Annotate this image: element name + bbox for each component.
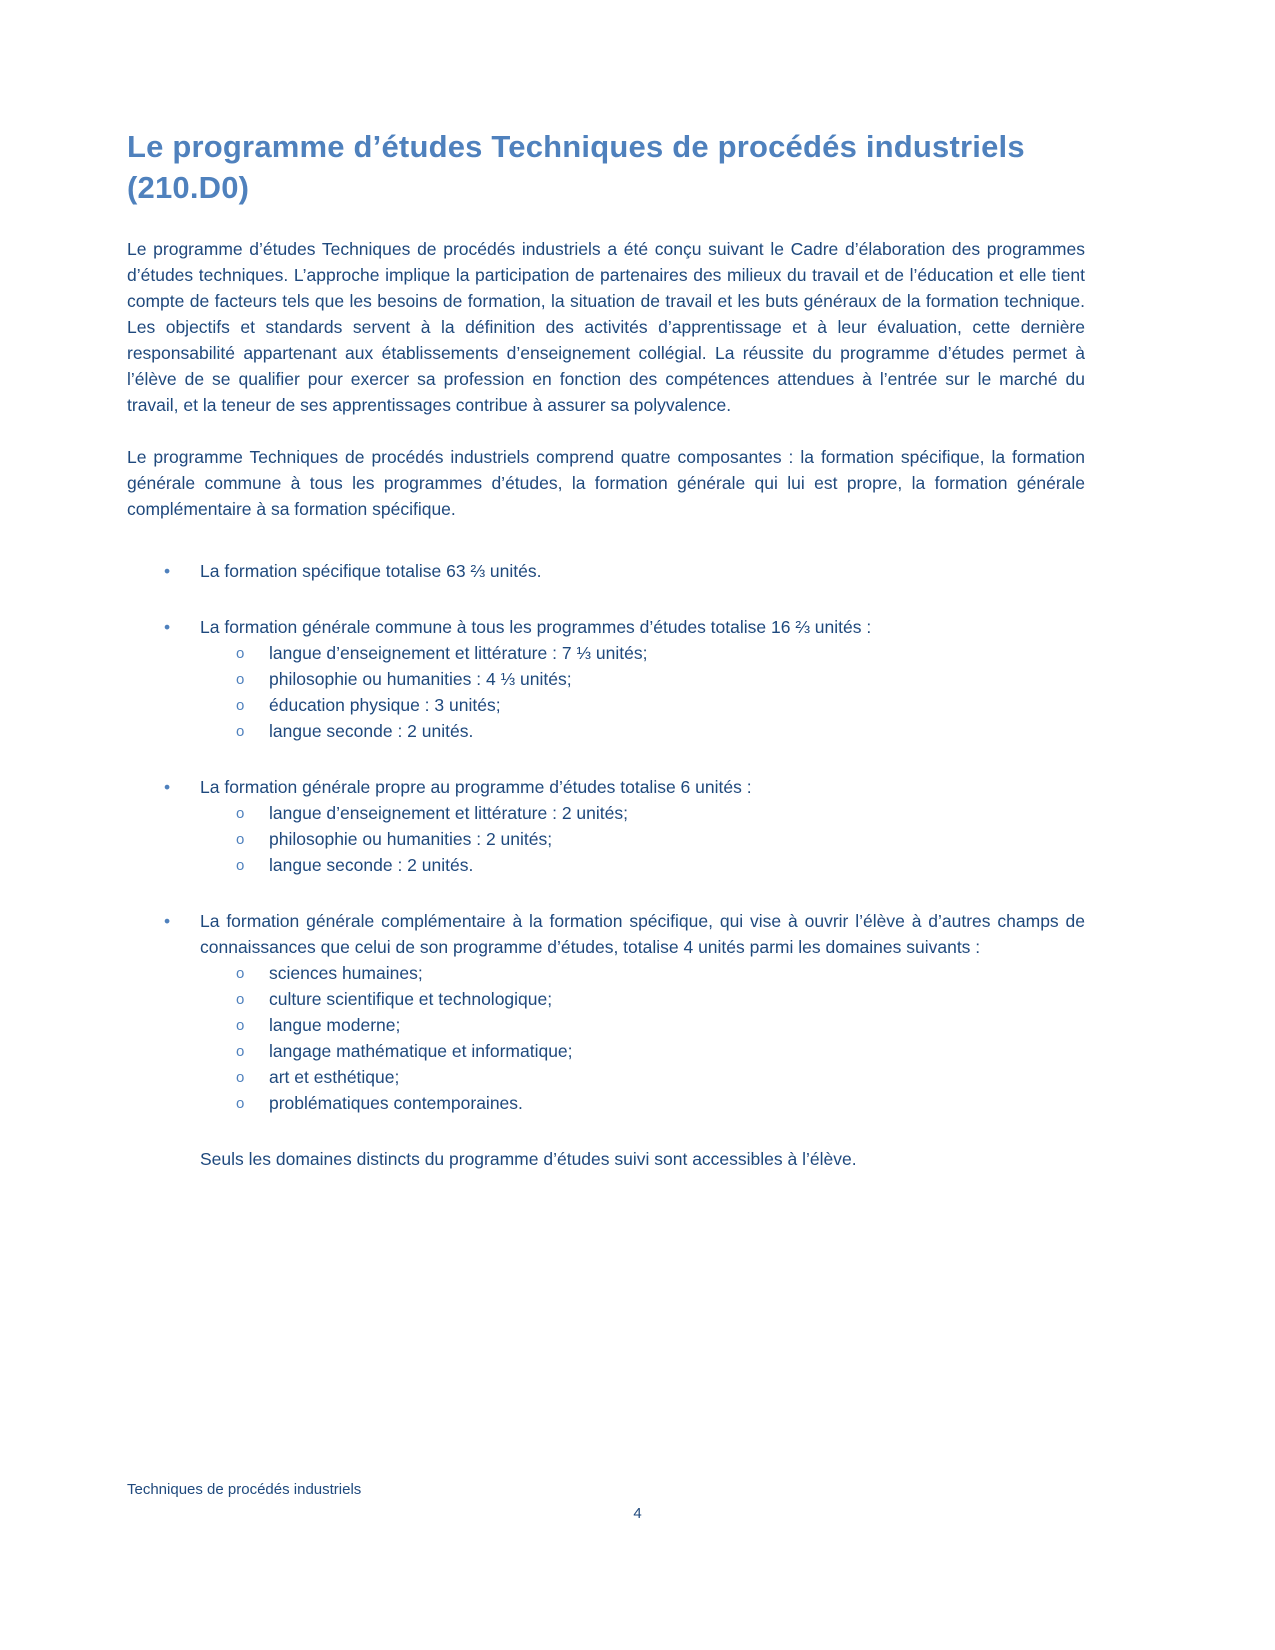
sub-bullet-text: philosophie ou humanities : 2 unités; bbox=[269, 829, 553, 849]
bullet-group-general-propre bbox=[127, 774, 1085, 878]
sub-bullet-item bbox=[127, 852, 1085, 878]
page-title: Le programme d’études Techniques de procédés industriels (210.D0) bbox=[127, 129, 1025, 205]
sub-bullet-item bbox=[127, 1038, 1085, 1064]
circle-bullet-icon bbox=[236, 827, 244, 853]
bullet-text: La formation spécifique totalise 63 ⅔ unités. bbox=[200, 561, 542, 581]
bullet-group-complementaire bbox=[127, 908, 1085, 1116]
sub-bullet-text: langue seconde : 2 unités. bbox=[269, 855, 474, 875]
sub-bullet-text: langue moderne; bbox=[269, 1015, 401, 1035]
bullet-item bbox=[127, 614, 1085, 640]
circle-bullet-icon bbox=[236, 1091, 244, 1117]
circle-bullet-icon bbox=[236, 1039, 244, 1065]
paragraph-components: Le programme Techniques de procédés industriels comprend quatre composantes : la formation spécifique, la formation générale commune à tous les programmes d’études, la formation générale qui lui est propre, la formation générale complémentaire à sa formation spécifique. bbox=[127, 447, 1085, 519]
sub-bullet-item bbox=[127, 1064, 1085, 1090]
sub-bullet-item bbox=[127, 1012, 1085, 1038]
sub-bullet-text: sciences humaines; bbox=[269, 963, 423, 983]
sub-bullet-text: langue d’enseignement et littérature : 2 unités; bbox=[269, 803, 628, 823]
page-number: 4 bbox=[633, 1505, 642, 1522]
sub-bullet-item bbox=[127, 1090, 1085, 1116]
sub-bullet-item bbox=[127, 986, 1085, 1012]
bullet-group-specific bbox=[127, 558, 1085, 584]
sub-bullet-text: langue seconde : 2 unités. bbox=[269, 721, 474, 741]
circle-bullet-icon bbox=[236, 853, 244, 879]
circle-bullet-icon bbox=[236, 987, 244, 1013]
bullet-item bbox=[127, 908, 1085, 960]
bullet-group-general-common bbox=[127, 614, 1085, 744]
sub-bullet-text: philosophie ou humanities : 4 ⅓ unités; bbox=[269, 669, 572, 689]
bullet-item bbox=[127, 774, 1085, 800]
circle-bullet-icon bbox=[236, 641, 244, 667]
bullet-dot-icon bbox=[164, 614, 170, 640]
circle-bullet-icon bbox=[236, 1065, 244, 1091]
circle-bullet-icon bbox=[236, 719, 244, 745]
sub-bullet-item bbox=[127, 826, 1085, 852]
bullet-item bbox=[127, 558, 1085, 584]
circle-bullet-icon bbox=[236, 693, 244, 719]
bullet-dot-icon bbox=[164, 774, 170, 800]
closing-note: Seuls les domaines distincts du programme d’études suivi sont accessibles à l’élève. bbox=[200, 1149, 857, 1169]
sub-bullet-text: culture scientifique et technologique; bbox=[269, 989, 553, 1009]
paragraph-intro: Le programme d’études Techniques de procédés industriels a été conçu suivant le Cadre d’élaboration des programmes d’études techniques. L’approche implique la participation de partenaires des milieux du travail et de l’éducation et elle tient compte de facteurs tels que les besoins de formation, la situation de travail et les buts généraux de la formation technique. Les objectifs et standards servent à la définition des activités d’apprentissage et à leur évaluation, cette dernière responsabilité appartenant aux établissements d’enseignement collégial. La réussite du programme d’études permet à l’élève de se qualifier pour exercer sa profession en fonction des compétences attendues à l’entrée sur le marché du travail, et la teneur de ses apprentissages contribue à assurer sa polyvalence. bbox=[127, 239, 1085, 415]
circle-bullet-icon bbox=[236, 801, 244, 827]
circle-bullet-icon bbox=[236, 961, 244, 987]
sub-bullet-item bbox=[127, 960, 1085, 986]
bullet-text: La formation générale propre au programme d’études totalise 6 unités : bbox=[200, 777, 752, 797]
sub-bullet-item bbox=[127, 666, 1085, 692]
bullet-dot-icon bbox=[164, 558, 170, 584]
sub-bullet-text: art et esthétique; bbox=[269, 1067, 400, 1087]
sub-bullet-item bbox=[127, 640, 1085, 666]
bullet-dot-icon bbox=[164, 908, 170, 934]
sub-bullet-text: éducation physique : 3 unités; bbox=[269, 695, 501, 715]
sub-bullet-text: langage mathématique et informatique; bbox=[269, 1041, 573, 1061]
bullet-text: La formation générale commune à tous les programmes d’études totalise 16 ⅔ unités : bbox=[200, 617, 872, 637]
bullet-list bbox=[127, 558, 1085, 1116]
sub-bullet-item bbox=[127, 718, 1085, 744]
circle-bullet-icon bbox=[236, 667, 244, 693]
circle-bullet-icon bbox=[236, 1013, 244, 1039]
sub-bullet-text: problématiques contemporaines. bbox=[269, 1093, 523, 1113]
sub-bullet-item bbox=[127, 692, 1085, 718]
sub-bullet-item bbox=[127, 800, 1085, 826]
sub-bullet-text: langue d’enseignement et littérature : 7 ⅓ unités; bbox=[269, 643, 648, 663]
footer-title: Techniques de procédés industriels bbox=[127, 1481, 362, 1498]
bullet-text: La formation générale complémentaire à la formation spécifique, qui vise à ouvrir l’élève à d’autres champs de connaissances que celui de son programme d’études, totalise 4 unités parmi les domaines suivants : bbox=[200, 911, 1085, 957]
